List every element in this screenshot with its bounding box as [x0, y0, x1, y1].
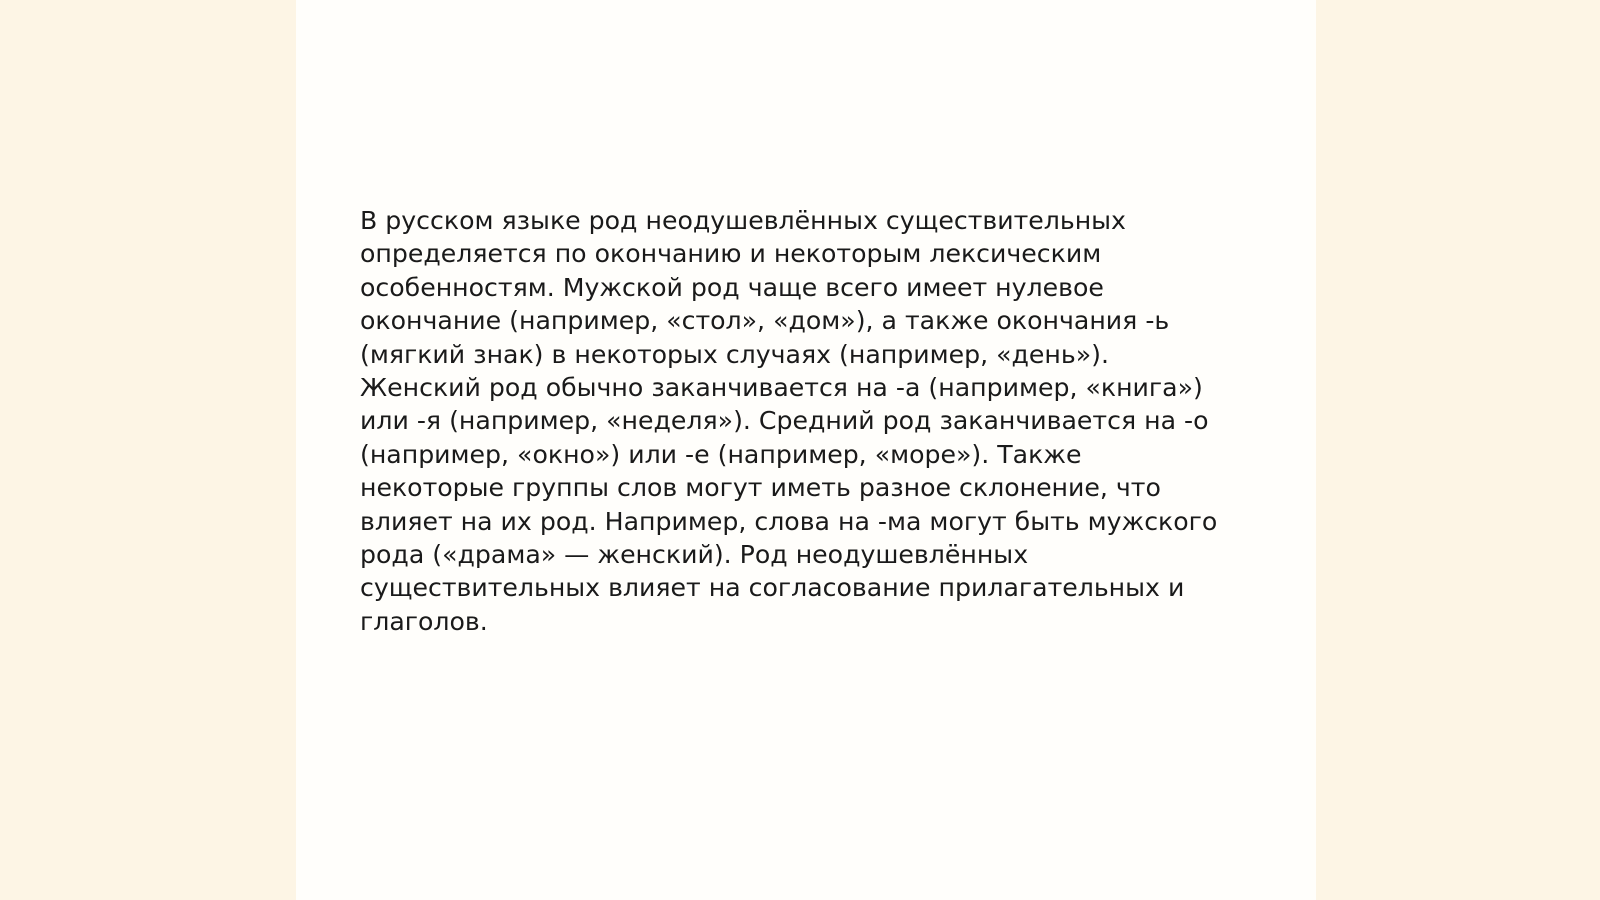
paragraph-line: рода («драма» — женский). Род неодушевлённых — [360, 540, 1029, 570]
paragraph-line: (например, «окно») или -е (например, «море»). Также — [360, 439, 1082, 469]
right-margin-background — [1316, 0, 1600, 900]
paragraph-line: В русском языке род неодушевлённых существительных — [360, 206, 1126, 235]
paragraph-line: определяется по окончанию и некоторым лексическим — [360, 239, 1102, 269]
paragraph-line: особенностям. Мужской род чаще всего имеет нулевое — [360, 272, 1104, 302]
paragraph-line: существительных влияет на согласование прилагательных и — [360, 573, 1185, 603]
left-margin-background — [0, 0, 296, 900]
paragraph-line: глаголов. — [360, 606, 488, 636]
body-paragraph — [360, 204, 1260, 638]
paragraph-line: Женский род обычно заканчивается на -а (например, «книга») — [360, 373, 1203, 403]
paragraph-line: некоторые группы слов могут иметь разное склонение, что — [360, 473, 1161, 503]
document-page — [296, 0, 1316, 900]
paragraph-line: влияет на их род. Например, слова на -ма могут быть мужского — [360, 506, 1218, 536]
paragraph-line: (мягкий знак) в некоторых случаях (например, «день»). — [360, 339, 1109, 369]
paragraph-line: окончание (например, «стол», «дом»), а также окончания -ь — [360, 306, 1170, 336]
paragraph-line: или -я (например, «неделя»). Средний род заканчивается на -о — [360, 406, 1209, 436]
